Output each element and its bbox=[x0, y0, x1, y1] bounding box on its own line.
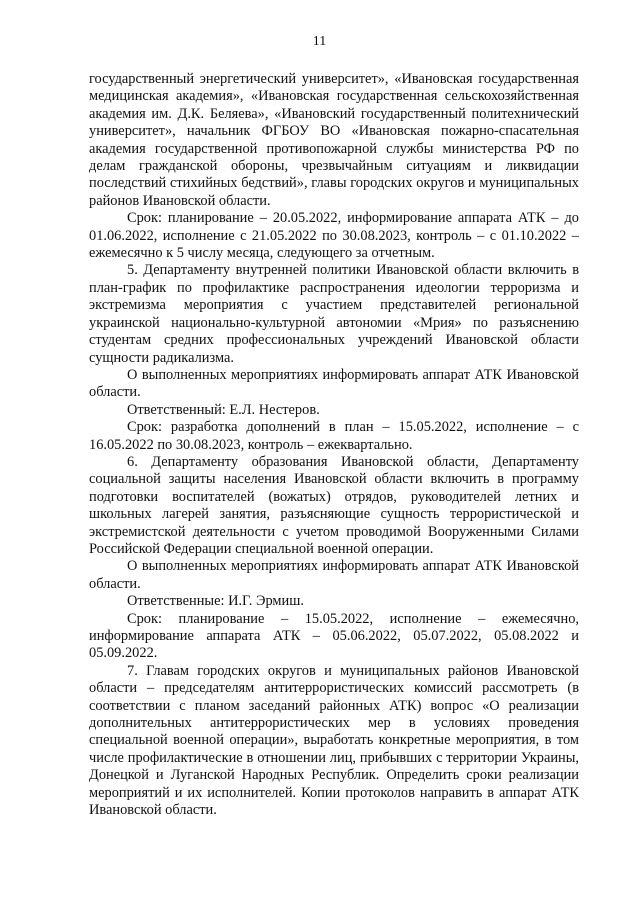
paragraph-item-5: 5. Департаменту внутренней политики Ивановской области включить в план-график по профилактике распространения идеологии терроризма и экстремизма мероприятия с участием представителей региональной украинской национально-культурной автономии «Мрия» по разъяснению студентам средних профессиональных учреждений Ивановской области сущности радикализма. bbox=[89, 262, 579, 366]
paragraph-deadline-4: Срок: планирование – 20.05.2022, информирование аппарата АТК – до 01.06.2022, исполнение с 21.05.2022 по 30.08.2023, контроль – с 01.10.2022 – ежемесячно к 5 числу месяца, следующего за отчетным. bbox=[89, 210, 579, 262]
paragraph-item-7: 7. Главам городских округов и муниципальных районов Ивановской области – председателям антитеррористических комиссий рассмотреть (в соответствии с планом заседаний районных АТК) вопрос «О реализации дополнительных антитеррористических мер в условиях проведения специальной военной операции», выработать конкретные мероприятия, в том числе профилактические в отношении лиц, прибывших с территории Украины, Донецкой и Луганской Народных Республик. Определить сроки реализации мероприятий и их исполнителей. Копии протоколов направить в аппарат АТК Ивановской области. bbox=[89, 662, 579, 819]
paragraph-report-6: О выполненных мероприятиях информировать аппарат АТК Ивановской области. bbox=[89, 558, 579, 592]
paragraph-responsible-5: Ответственный: Е.Л. Нестеров. bbox=[127, 401, 320, 418]
page-number: 11 bbox=[312, 34, 327, 49]
paragraph-deadline-5: Срок: разработка дополнений в план – 15.05.2022, исполнение – с 16.05.2022 по 30.08.2023, контроль – ежеквартально. bbox=[89, 419, 579, 453]
paragraph-continued-list: государственный энергетический университет», «Ивановская государственная медицинская академия», «Ивановская государственная сельскохозяйственная академия им. Д.К. Беляева», «Ивановский государственный политехнический университет», начальник ФГБОУ ВО «Ивановская пожарно-спасательная академия государственной противопожарной службы министерства РФ по делам гражданской обороны, чрезвычайным ситуациям и ликвидации последствий стихийных бедствий», главы городских округов и муниципальных районов Ивановской области. bbox=[89, 71, 579, 209]
paragraph-responsible-6: Ответственные: И.Г. Эрмиш. bbox=[127, 593, 304, 610]
paragraph-item-6: 6. Департаменту образования Ивановской области, Департаменту социальной защиты населения Ивановской области включить в программу подготовки воспитателей (вожатых) отрядов, руководителей летних и школьных лагерей занятия, разъясняющие сущность террористической и экстремистской деятельности с учетом проводимой Вооруженными Силами Российской Федерации специальной военной операции. bbox=[89, 453, 579, 557]
document-body bbox=[89, 71, 579, 819]
paragraph-report-5: О выполненных мероприятиях информировать аппарат АТК Ивановской области. bbox=[89, 366, 579, 401]
paragraph-deadline-6: Срок: планирование – 15.05.2022, исполнение – ежемесячно, информирование аппарата АТК – 05.06.2022, 05.07.2022, 05.08.2022 и 05.09.2022. bbox=[89, 610, 579, 662]
